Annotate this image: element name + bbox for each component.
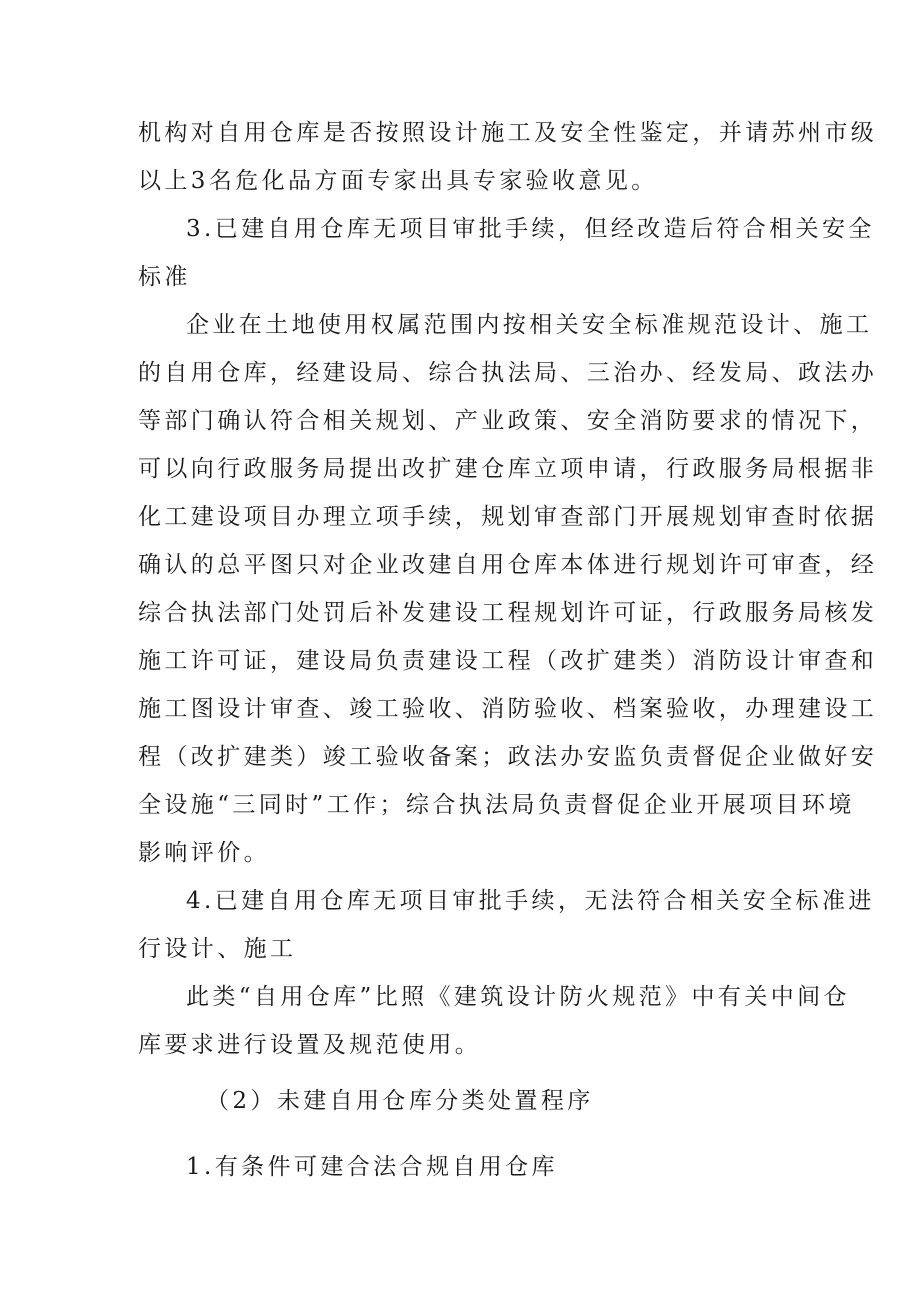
item3-body-line: 确认的总平图只对企业改建自用仓库本体进行规划许可审查，经	[138, 552, 878, 578]
item3-body-line: 影响评价。	[138, 840, 270, 866]
paragraph-line: 以上3名危化品方面专家出具专家验收意见。	[138, 168, 658, 194]
item3-body-line: 施工许可证，建设局负责建设工程（改扩建类）消防设计审查和	[138, 648, 878, 674]
item3-body-line: 综合执法部门处罚后补发建设工程规划许可证，行政服务局核发	[138, 600, 878, 626]
item3-body-line: 化工建设项目办理立项手续，规划审查部门开展规划审查时依据	[138, 504, 878, 530]
item4-body-line: 库要求进行设置及规范使用。	[138, 1032, 482, 1058]
paragraph-line: 机构对自用仓库是否按照设计施工及安全性鉴定，并请苏州市级	[138, 120, 878, 146]
item4-heading-line: 行设计、施工	[138, 936, 297, 962]
item4-body-line: 此类“自用仓库”比照《建筑设计防火规范》中有关中间仓	[186, 984, 850, 1010]
item3-body-line: 的自用仓库，经建设局、综合执法局、三治办、经发局、政法办	[138, 360, 878, 386]
item3-heading-line: 3.已建自用仓库无项目审批手续，但经改造后符合相关安全	[186, 216, 875, 242]
section2-item1-heading: 1.有条件可建合法合规自用仓库	[186, 1154, 558, 1180]
item3-body-line: 企业在土地使用权属范围内按相关安全标准规范设计、施工	[186, 312, 873, 338]
item3-heading-line: 标准	[138, 264, 191, 290]
item3-body-line: 等部门确认符合相关规划、产业政策、安全消防要求的情况下，	[138, 408, 878, 434]
item3-body-line: 程（改扩建类）竣工验收备案；政法办安监负责督促企业做好安	[138, 744, 878, 770]
item3-body-line: 可以向行政服务局提出改扩建仓库立项申请，行政服务局根据非	[138, 456, 878, 482]
item4-heading-line: 4.已建自用仓库无项目审批手续，无法符合相关安全标准进	[186, 888, 875, 914]
item3-body-line: 施工图设计审查、竣工验收、消防验收、档案验收，办理建设工	[138, 696, 878, 722]
item3-body-line: 全设施“三同时”工作；综合执法局负责督促企业开展项目环境	[138, 792, 855, 818]
section2-heading: （2）未建自用仓库分类处置程序	[206, 1088, 594, 1114]
